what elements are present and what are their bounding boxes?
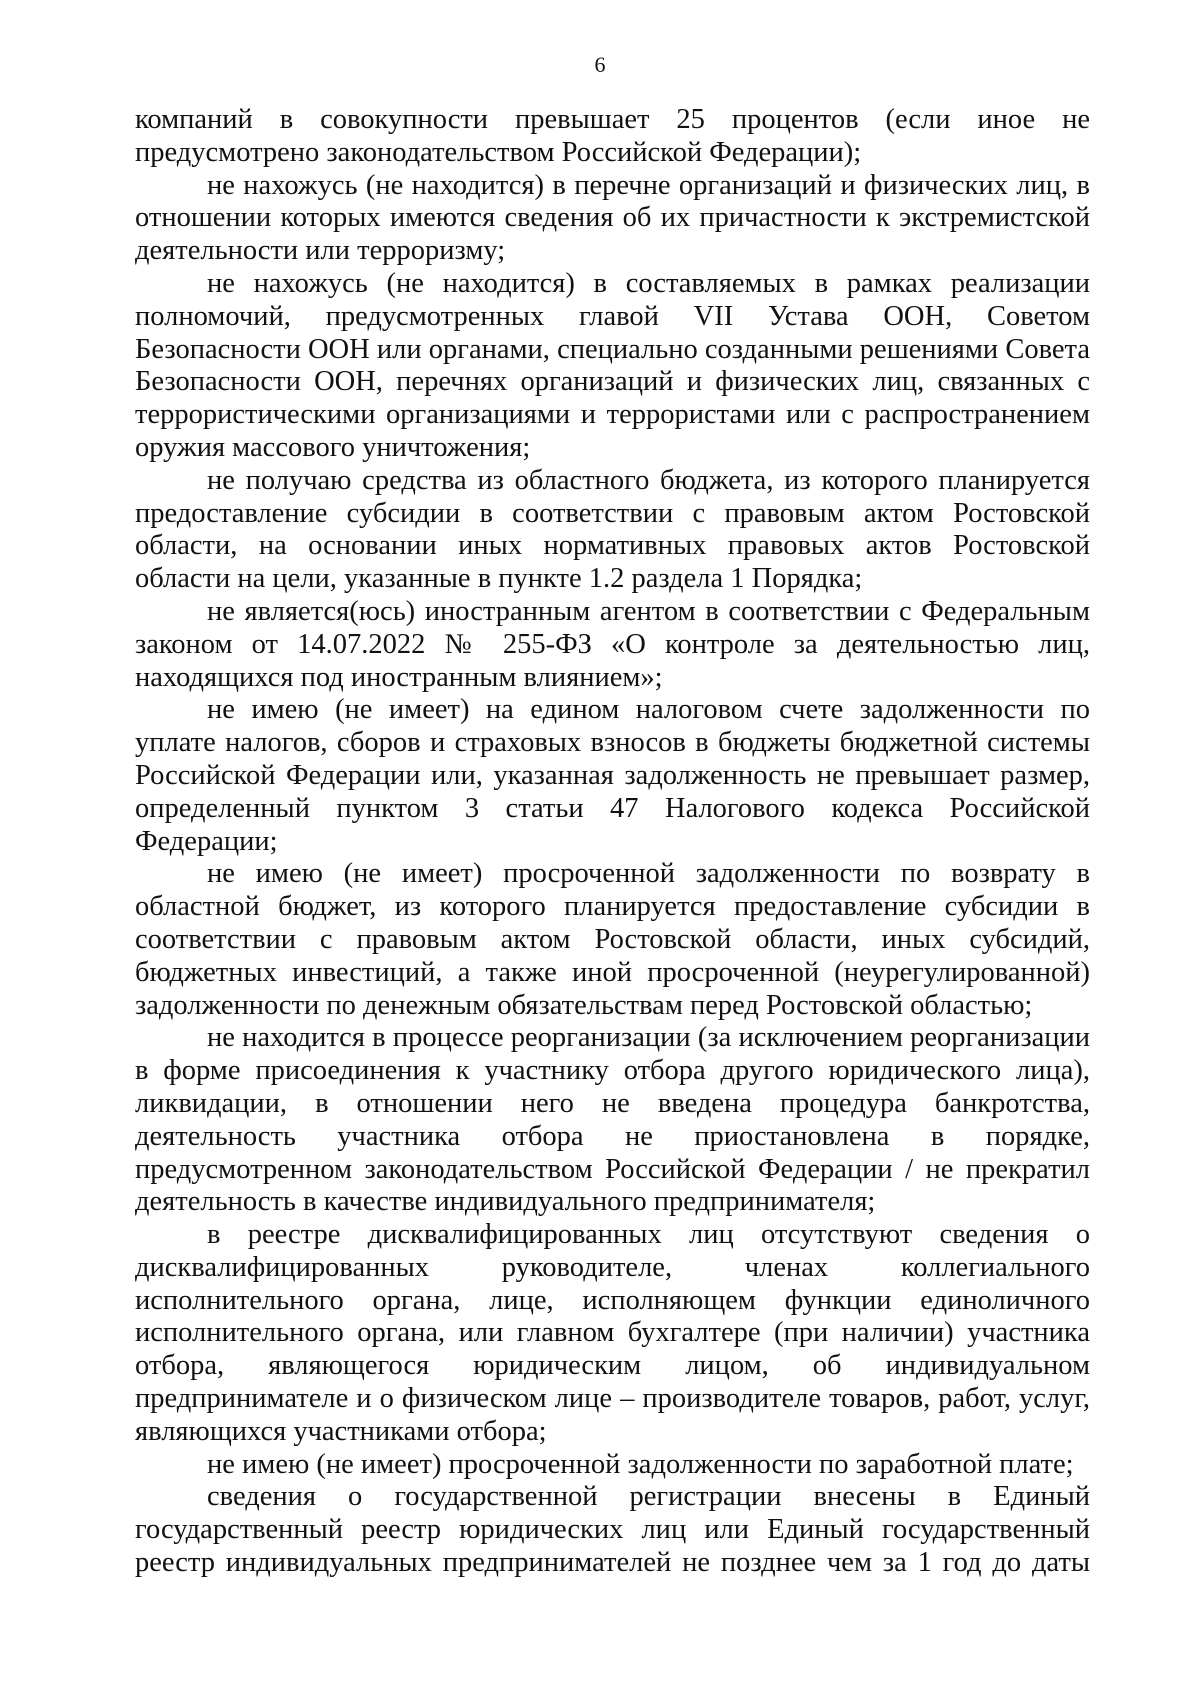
paragraph-continuation: компаний в совокупности превышает 25 процентов (если иное не предусмотрено законодательством Российской Федерации); [135,104,1090,168]
paragraph-un-lists: не нахожусь (не находится) в составляемых в рамках реализации полномочий, предусмотренных главой VII Устава ООН, Советом Безопасности ООН или органами, специально созданными решениями Совета Безопасности ООН, перечнях организаций и физических лиц, связанных с террористическими организациями и террористами или с распространением оружия массового уничтожения; [135,267,1090,463]
paragraph-state-registration: сведения о государственной регистрации внесены в Единый государственный реестр юридических лиц или Единый государственный реестр индивидуальных предпринимателей не позднее чем за 1 год до даты [135,1481,1090,1579]
document-body [135,104,1090,1580]
paragraph-regional-budget: не получаю средства из областного бюджета, из которого планируется предоставление субсидии в соответствии с правовым актом Ростовской области, на основании иных нормативных правовых актов Ростовской области на цели, указанные в пункте 1.2 раздела 1 Порядка; [135,464,1090,595]
paragraph-salary-debt: не имею (не имеет) просроченной задолженности по заработной плате; [207,1448,1074,1480]
paragraph-foreign-agent: не является(юсь) иностранным агентом в соответствии с Федеральным законом от 14.07.2022 № 255-ФЗ «О контроле за деятельностью лиц, находящихся под иностранным влиянием»; [135,595,1090,693]
page-number: 6 [594,52,606,77]
paragraph-extremism-list: не нахожусь (не находится) в перечне организаций и физических лиц, в отношении которых имеются сведения об их причастности к экстремистской деятельности или терроризму; [135,169,1090,267]
paragraph-reorganization: не находится в процессе реорганизации (за исключением реорганизации в форме присоединения к участнику отбора другого юридического лица), ликвидации, в отношении него не введена процедура банкротства, деятельность участника отбора не приостановлена в порядке, предусмотренном законодательством Российской Федерации / не прекратил деятельность в качестве индивидуального предпринимателя; [135,1022,1090,1218]
paragraph-disqualified-registry: в реестре дисквалифицированных лиц отсутствуют сведения о дисквалифицированных руководителе, членах коллегиального исполнительного органа, лице, исполняющем функции единоличного исполнительного органа, или главном бухгалтере (при наличии) участника отбора, являющегося юридическим лицом, об индивидуальном предпринимателе и о физическом лице – производителе товаров, работ, услуг, являющихся участниками отбора; [135,1219,1090,1447]
paragraph-overdue-debt: не имею (не имеет) просроченной задолженности по возврату в областной бюджет, из которого планируется предоставление субсидии в соответствии с правовым актом Ростовской области, иных субсидий, бюджетных инвестиций, а также иной просроченной (неурегулированной) задолженности по денежным обязательствам перед Ростовской областью; [135,858,1090,1021]
paragraph-tax-debt: не имею (не имеет) на едином налоговом счете задолженности по уплате налогов, сборов и страховых взносов в бюджеты бюджетной системы Российской Федерации или, указанная задолженность не превышает размер, определенный пунктом 3 статьи 47 Налогового кодекса Российской Федерации; [135,694,1090,857]
